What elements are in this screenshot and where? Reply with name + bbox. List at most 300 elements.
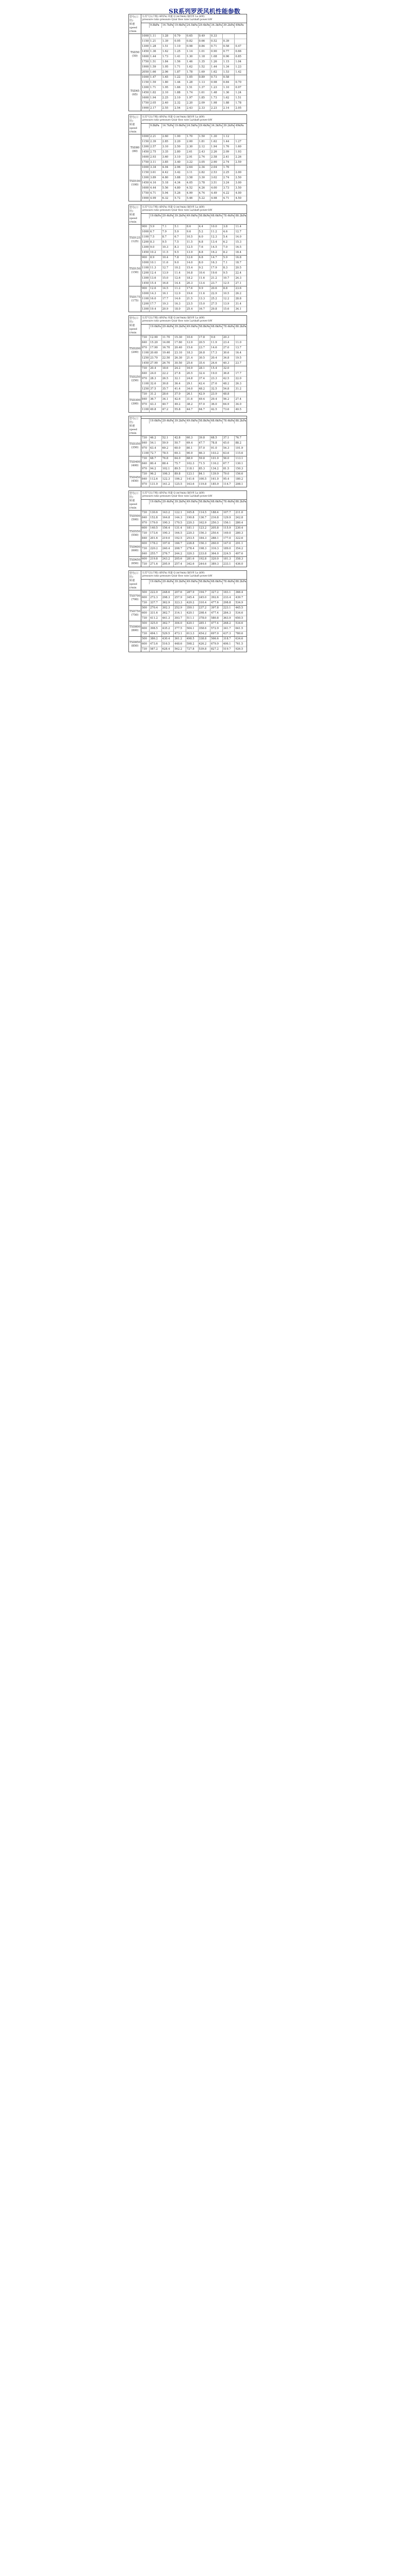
value-cell: 278.4	[186, 547, 199, 551]
value-cell: 233.8	[199, 552, 211, 556]
value-cell: 78.5	[162, 451, 174, 456]
pressure-header-cell: 19.6kPa	[150, 214, 161, 217]
value-cell: 1.41	[174, 55, 186, 59]
value-cell: 439.7	[235, 596, 243, 599]
performance-table	[128, 14, 247, 111]
value-cell: 13.3	[199, 297, 211, 301]
value-cell: 2.20	[174, 140, 186, 144]
value-cell: 156.3	[199, 531, 211, 536]
value-cell: 233.1	[223, 562, 235, 567]
value-cell: 1.12	[223, 134, 235, 139]
value-cell: 73.6	[223, 408, 235, 412]
value-cell: 9.5	[162, 240, 174, 245]
speed-cell: 600	[141, 557, 150, 562]
speed-cell: 1450	[142, 362, 149, 365]
value-cell: 345.4	[186, 596, 199, 600]
table-row	[141, 307, 247, 312]
model-bore: (750)	[131, 613, 139, 617]
description-en: pressure ratio pressure Q/air flow rate La/shaft power kW	[142, 119, 212, 122]
table-row	[141, 235, 247, 240]
value-cell: 244.2	[174, 552, 186, 556]
value-cell: 116.2	[210, 462, 223, 466]
value-cell: 7.1	[223, 261, 235, 265]
speed-cell: 1300	[142, 176, 149, 179]
value-cell: 272.3	[150, 596, 162, 600]
speed-cell: 900	[141, 286, 150, 291]
model-rows	[141, 335, 247, 366]
value-cell: 12.90	[150, 335, 162, 340]
speed-cell: 730	[141, 392, 150, 397]
lead-header-cell	[129, 571, 141, 590]
value-cell: 27.90	[150, 361, 162, 366]
value-cell: 4.99	[150, 196, 162, 201]
value-cell: 216.8	[210, 516, 223, 520]
value-cell: 1.14	[186, 49, 199, 54]
table-row	[141, 397, 247, 402]
value-cell: 2.85	[162, 140, 174, 144]
table-header	[129, 316, 247, 335]
value-cell: 14.5	[162, 286, 174, 291]
value-cell: 1.74	[186, 91, 199, 95]
value-cell: 3.50	[235, 187, 241, 190]
value-cell: 42.5	[223, 377, 235, 381]
model-label: 型号(口径)	[129, 492, 138, 499]
value-cell: 1.94	[210, 145, 223, 149]
value-cell: 2.50	[235, 176, 241, 179]
value-cell: 1.82	[150, 91, 162, 95]
value-cell: 12.5	[223, 281, 235, 286]
value-cell: 122.1	[174, 511, 186, 515]
model-name: TSD100	[129, 179, 141, 183]
value-cell	[235, 335, 247, 340]
value-cell: 188.4	[210, 511, 223, 515]
value-cell: 84.1	[199, 472, 211, 477]
model-name: TSD650	[129, 558, 141, 562]
model-bore: (450)	[131, 479, 139, 483]
pressure-header-row	[141, 419, 247, 423]
value-cell: 2.74	[199, 155, 211, 160]
value-cell: 4.49	[210, 191, 223, 196]
model-cell	[129, 526, 141, 541]
value-cell: 32.0	[223, 366, 235, 371]
value-cell: 2.21	[150, 134, 162, 139]
model-name: TSD65	[130, 89, 140, 93]
value-cell: 4.71	[150, 191, 162, 196]
pressure-header-cell: 68.6kPa	[211, 325, 222, 328]
table-row	[141, 552, 247, 556]
model-cell	[129, 286, 141, 312]
value-cell: 71.5	[199, 462, 211, 466]
table-description	[141, 491, 247, 500]
description-cn: 压差气压(千帕) ΔP(Pa) 风量 Q (m³/min) 轴功率 La (kW)	[142, 317, 205, 319]
value-cell: 13.6	[150, 276, 162, 281]
speed-column-header	[141, 214, 150, 218]
table-row	[141, 225, 247, 230]
value-cell: 37.1	[223, 436, 235, 440]
table-row	[141, 402, 247, 408]
value-cell: 358.3	[235, 557, 243, 561]
table-row	[141, 621, 247, 626]
value-cell: 12.3	[210, 235, 223, 240]
table-row	[141, 60, 247, 65]
pressure-header-row	[141, 214, 247, 218]
performance-table	[128, 490, 247, 567]
value-cell: 1.88	[223, 101, 235, 106]
value-cell: 4.80	[174, 186, 186, 191]
value-cell: 1.66	[150, 70, 162, 75]
value-cell: 60.3	[186, 436, 199, 440]
value-cell: 1.94	[150, 96, 162, 100]
value-cell: 201.6	[150, 536, 162, 541]
model-rows	[141, 165, 247, 201]
speed-cell: 1750	[142, 101, 149, 105]
value-cell	[235, 165, 247, 170]
model-rows	[141, 590, 247, 605]
value-cell: 0.90	[210, 49, 223, 54]
performance-table	[128, 315, 247, 413]
value-cell: 36.4	[174, 382, 186, 386]
performance-table	[128, 416, 247, 487]
value-cell: 64.7	[199, 408, 211, 412]
value-cell: 5.4	[223, 235, 235, 240]
value-cell: 3.02	[210, 176, 223, 180]
model-name: TSD800	[129, 625, 141, 629]
value-cell: 2.05	[150, 101, 162, 106]
value-cell: 4.00	[210, 186, 223, 191]
pressure-header-cell: 68.6kPa	[211, 419, 222, 422]
speed-cell: 730	[141, 616, 150, 621]
pressure-header-row	[141, 23, 247, 28]
value-cell: 320.3	[186, 552, 199, 556]
value-cell: 420.1	[186, 611, 199, 616]
model-name: TSD400	[129, 460, 141, 464]
value-cell: 1.95	[162, 86, 174, 90]
value-cell: 32.1	[174, 377, 186, 381]
value-cell: 57.0	[199, 446, 211, 451]
value-cell: 18.6	[162, 366, 174, 371]
value-cell: 1.08	[210, 55, 223, 59]
table-row	[141, 557, 247, 562]
table-row	[141, 160, 247, 165]
value-cell: 0.47	[235, 45, 241, 48]
table-header	[129, 14, 247, 34]
value-cell: 641.5	[235, 627, 243, 630]
table-row	[141, 601, 247, 605]
value-cell: 393.7	[174, 616, 186, 621]
value-cell: 56.2	[223, 397, 235, 402]
value-cell: 26.70	[162, 361, 174, 366]
model-name: TSD250	[129, 375, 141, 379]
model-bore: (125)	[131, 240, 139, 243]
value-cell: 14.4	[174, 281, 186, 286]
value-cell: 2.26	[210, 150, 223, 155]
value-cell: 131.4	[174, 526, 186, 531]
value-cell: 295.9	[162, 562, 174, 567]
value-cell: 572.9	[210, 626, 223, 631]
value-cell: 17.90	[150, 346, 162, 350]
model-section	[129, 541, 247, 557]
model-section	[129, 34, 247, 75]
speed-cell: 970	[141, 482, 150, 487]
value-cell: 10.1	[150, 261, 162, 265]
table-row	[141, 616, 247, 621]
description-en: pressure ratio pressure Q/air flow rate La/shaft power kW	[142, 209, 212, 212]
value-cell: 473.1	[174, 632, 186, 636]
value-cell: 219.0	[162, 536, 174, 541]
performance-table	[128, 205, 247, 312]
header-body	[141, 115, 247, 134]
description-en: pressure ratio pressure Q/air flow rate La/shaft power kW	[142, 575, 212, 578]
value-cell: 233.4	[223, 596, 235, 600]
model-section	[129, 335, 247, 366]
value-cell: 112.6	[150, 477, 162, 482]
value-cell: 12.5	[186, 245, 199, 250]
value-cell: 190.8	[186, 516, 199, 520]
value-cell: 2.91	[186, 155, 199, 160]
value-cell: 0.58	[223, 75, 235, 80]
value-cell: 4.44	[150, 186, 162, 191]
value-cell: 23.9	[210, 392, 223, 397]
speed-cell: 970	[141, 446, 150, 451]
model-section	[129, 225, 247, 256]
value-cell: 539.8	[199, 647, 211, 652]
value-cell: 1.81	[199, 140, 211, 144]
pressure-header-cell: 39.2kPa	[174, 419, 186, 422]
model-rows	[141, 256, 247, 286]
value-cell: 26.1	[186, 392, 199, 397]
table-row	[141, 145, 247, 150]
value-cell: 114.5	[199, 511, 211, 515]
value-cell: 54.1	[150, 441, 162, 446]
table-description	[141, 205, 247, 214]
value-cell: 2.10	[174, 96, 186, 100]
value-cell: 406.1	[223, 642, 235, 647]
value-cell: 3.35	[162, 150, 174, 155]
value-cell: 2.06	[162, 70, 174, 75]
value-cell: 16.3	[210, 261, 223, 265]
speed-label-en: speed r/min	[129, 26, 137, 33]
value-cell: 25.4	[186, 307, 199, 312]
value-cell: 1.80	[162, 80, 174, 85]
value-cell: 43.3	[150, 402, 162, 407]
pressure-header-cell: 49kPa	[235, 24, 244, 27]
model-section	[129, 366, 247, 392]
value-cell: 22.2	[162, 371, 174, 376]
model-rows	[141, 472, 247, 487]
speed-label-en: speed r/min	[129, 127, 137, 133]
value-cell: 1.36	[223, 91, 235, 95]
value-cell: 141.6	[186, 477, 199, 482]
speed-cell: 1600	[142, 96, 149, 99]
value-cell: 20.40	[174, 346, 186, 350]
value-cell: 76.8	[162, 456, 174, 461]
value-cell: 0.77	[223, 49, 235, 54]
speed-cell: 500	[141, 637, 150, 641]
value-cell: 0.98	[210, 80, 223, 85]
value-cell: 420.2	[186, 601, 199, 605]
value-cell: 1.62	[162, 49, 174, 54]
value-cell	[235, 366, 247, 371]
table-row	[141, 462, 247, 467]
value-cell: 7.6	[199, 245, 211, 250]
value-cell: 0.70	[235, 81, 241, 84]
value-cell: 11.2	[210, 230, 223, 234]
speed-cell: 600	[141, 611, 150, 616]
value-cell: 7.1	[162, 225, 174, 229]
pressure-header-cell: 14.7kPa	[162, 124, 173, 127]
model-bore: (400)	[131, 464, 139, 467]
table-row	[141, 361, 247, 366]
value-cell: 437.3	[223, 632, 235, 636]
value-cell: 4.98	[210, 196, 223, 201]
value-cell: 302.3	[162, 606, 174, 611]
value-cell: 1.93	[235, 150, 241, 154]
table-row	[141, 266, 247, 271]
table-header	[129, 571, 247, 590]
value-cell: 1.26	[210, 60, 223, 64]
value-cell: 20.3	[223, 335, 235, 340]
speed-cell: 1100	[142, 452, 149, 455]
value-cell: 24.2	[174, 366, 186, 371]
value-cell: 650.5	[235, 617, 243, 620]
value-cell: 20.5	[235, 266, 241, 269]
value-cell: 8.6	[186, 225, 199, 229]
model-cell	[129, 541, 141, 556]
value-cell: 16.5	[235, 246, 241, 249]
pressure-header-cell: 78.4kPa	[223, 580, 234, 583]
value-cell: 498.5	[186, 637, 199, 641]
value-cell: 14.00	[162, 341, 174, 345]
model-cell	[129, 511, 141, 526]
value-cell: 0.79	[174, 34, 186, 39]
value-cell: 28.8	[235, 297, 241, 300]
description-en: pressure ratio pressure Q/air flow rate La/shaft power kW	[142, 495, 212, 498]
value-cell: 118.1	[186, 467, 199, 471]
table-row	[141, 335, 247, 341]
speed-cell: 1100	[142, 351, 149, 354]
value-cell	[235, 134, 247, 139]
value-cell: 16.3	[174, 302, 186, 307]
value-cell: 11.0	[235, 341, 241, 344]
speed-cell: 1150	[142, 171, 149, 174]
model-label: 型号(口径)	[129, 572, 138, 579]
model-rows	[141, 526, 247, 541]
value-cell: 318.7	[223, 637, 235, 641]
value-cell: 75.7	[174, 462, 186, 466]
value-cell: 192.5	[174, 536, 186, 541]
table-row	[141, 155, 247, 160]
value-cell: 184.3	[199, 536, 211, 541]
table-row	[141, 75, 247, 80]
pressure-header-cell: 58.8kPa	[199, 580, 210, 583]
value-cell: 11.5	[186, 240, 199, 245]
value-cell: 2.14	[223, 106, 235, 111]
model-label: 型号(口径)	[129, 206, 138, 213]
table-row	[141, 96, 247, 101]
value-cell: 2.93	[150, 155, 162, 160]
speed-cell: 1250	[142, 387, 149, 391]
pressure-header-cell: 88.2kPa	[235, 419, 247, 422]
value-cell: 1.59	[150, 65, 162, 70]
value-cell: 436.0	[235, 563, 243, 566]
model-name: TSD125	[129, 236, 141, 240]
value-cell: 156.6	[235, 472, 243, 476]
value-cell: 10.2	[174, 266, 186, 270]
value-cell: 1.46	[186, 60, 199, 64]
model-cell	[129, 34, 141, 75]
value-cell: 12.4	[150, 271, 162, 276]
value-cell: 4.99	[186, 191, 199, 196]
value-cell: 12.9	[174, 292, 186, 296]
value-cell: 4.52	[186, 186, 199, 191]
value-cell: 4.00	[235, 192, 241, 195]
value-cell: 29.8	[210, 307, 223, 312]
value-cell: 1.51	[150, 60, 162, 64]
value-cell: 20.60	[150, 351, 162, 355]
value-cell: 107.7	[223, 511, 235, 515]
value-cell: 2.80	[174, 150, 186, 155]
value-cell: 9.5	[174, 250, 186, 255]
value-cell: 164.5	[174, 531, 186, 536]
value-cell: 1.48	[210, 91, 223, 95]
value-cell: 426.2	[199, 642, 211, 647]
value-cell: 42.9	[199, 392, 211, 397]
value-cell: 26.5	[162, 377, 174, 381]
table-row	[141, 44, 247, 49]
model-rows	[141, 436, 247, 456]
value-cell: 130.1	[235, 462, 243, 465]
pressure-header-cell: 34.3kPa	[211, 124, 222, 127]
value-cell: 2.20	[186, 101, 199, 106]
value-cell: 2.54	[174, 106, 186, 111]
value-cell: 3.61	[150, 171, 162, 175]
speed-cell: 730	[141, 335, 150, 340]
value-cell: 1.62	[186, 65, 199, 70]
value-cell: 3.88	[174, 176, 186, 180]
speed-column-header	[141, 419, 150, 423]
value-cell: 1.24	[235, 91, 241, 94]
value-cell: 1.85	[199, 96, 211, 100]
value-cell: 208.1	[235, 483, 243, 486]
model-bore: (850)	[131, 644, 139, 648]
value-cell: 2.50	[174, 145, 186, 149]
model-rows	[141, 75, 247, 111]
value-cell: 26.30	[174, 356, 186, 361]
value-cell: 79.0	[223, 472, 235, 477]
value-cell: 534.6	[235, 612, 243, 615]
value-cell: 3.60	[162, 155, 174, 160]
lead-header-cell	[129, 115, 141, 134]
value-cell: 64.0	[174, 456, 186, 461]
value-cell: 2.64	[186, 165, 199, 170]
value-cell: 1.78	[235, 101, 241, 105]
value-cell: 134.2	[210, 467, 223, 471]
value-cell: 20.6	[210, 286, 223, 291]
speed-cell: 1450	[142, 282, 149, 285]
value-cell: 1.62	[223, 96, 235, 100]
pressure-header-cell: 88.2kPa	[235, 325, 247, 328]
value-cell: 68.7	[150, 456, 162, 461]
value-cell: 14.3	[150, 292, 162, 296]
pressure-header-cell: 9.8kPa	[150, 124, 162, 128]
value-cell: 5.2	[199, 230, 211, 234]
speed-cell: 1200	[142, 272, 149, 275]
table-row	[141, 245, 247, 250]
table-row	[141, 521, 247, 526]
table-row	[141, 392, 247, 397]
value-cell: 17.9	[210, 266, 223, 270]
speed-cell: 970	[141, 467, 150, 471]
